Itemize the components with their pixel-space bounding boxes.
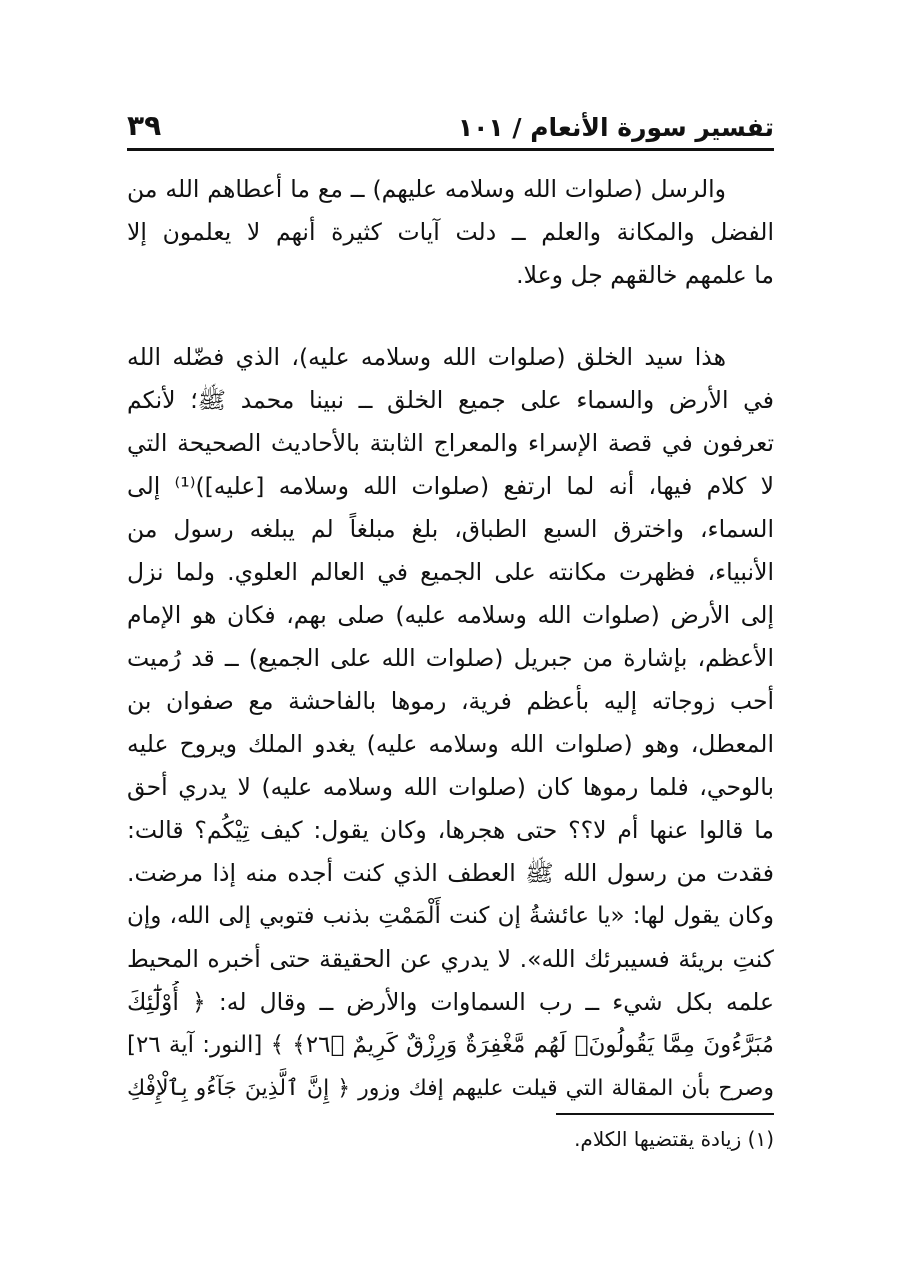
text-line: علمه بكل شيء ــ رب السماوات والأرض ــ وقال له: ﴿ أُوْلَٰٓئِكَ	[127, 988, 774, 1016]
text-line: بالوحي، فلما رموها كان (صلوات الله وسلامه عليه) لا يدري أحق	[127, 773, 774, 801]
text-line: هذا سيد الخلق (صلوات الله وسلامه عليه)، الذي فضّله الله	[127, 343, 726, 371]
paragraph-2	[127, 336, 774, 1110]
text-line: المعطل، وهو (صلوات الله وسلامه عليه) يغدو الملك ويروح عليه	[127, 730, 774, 758]
text-line: ما قالوا عنها أم لا؟؟ حتى هجرها، وكان يقول: كيف تِيْكُم؟ قالت:	[127, 816, 774, 844]
text-line: الأعظم، بإشارة من جبريل (صلوات الله على الجميع) ــ قد رُميت	[127, 644, 774, 672]
footnote-rule	[556, 1113, 774, 1115]
text-line: الأنبياء، فظهرت مكانته على الجميع في العالم العلوي. ولما نزل	[127, 558, 774, 586]
running-header	[127, 107, 774, 147]
paragraph-1	[127, 168, 774, 297]
text-line: والرسل (صلوات الله وسلامه عليهم) ــ مع ما أعطاهم الله من	[127, 175, 726, 203]
page-number: ٣٩	[127, 109, 162, 142]
text-line: وكان يقول لها: «يا عائشةُ إن كنت أَلْمَمْتِ بذنب فتوبي إلى الله، وإن	[127, 903, 774, 929]
text-line: لا كلام فيها، أنه لما ارتفع (صلوات الله وسلامه [عليه])⁽¹⁾ إلى	[127, 472, 774, 500]
quran-verse-line: مُبَرَّءُونَ مِمَّا يَقُولُونَۖ لَهُم مَّغْفِرَةٌ وَرِزْقٌ كَرِيمٌ ﴿٢٦﴾ ﴾ [النور: آية ٢٦]	[127, 1032, 774, 1058]
text-line: تعرفون في قصة الإسراء والمعراج الثابتة بالأحاديث الصحيحة التي	[127, 429, 774, 457]
text-line: الفضل والمكانة والعلم ــ دلت آيات كثيرة أنهم لا يعلمون إلا	[127, 218, 774, 246]
text-line: وصرح بأن المقالة التي قيلت عليهم إفك وزور ﴿ إِنَّ ٱلَّذِينَ جَآءُو بِٱلْإِفْكِ	[127, 1076, 774, 1101]
text-line: إلى الأرض (صلوات الله وسلامه عليه) صلى بهم، فكان هو الإمام	[127, 601, 774, 629]
text-line: في الأرض والسماء على جميع الخلق ــ نبينا محمد ﷺ؛ لأنكم	[127, 386, 774, 414]
text-line: ما علمهم خالقهم جل وعلا.	[516, 261, 774, 289]
text-line: السماء، واخترق السبع الطباق، بلغ مبلغاً لم يبلغه رسول من	[127, 515, 774, 543]
footnote: (١) زيادة يقتضيها الكلام.	[574, 1127, 774, 1151]
text-line: كنتِ بريئة فسيبرئك الله». لا يدري عن الحقيقة حتى أخبره المحيط	[127, 945, 774, 973]
header-rule	[127, 148, 774, 151]
text-line: أحب زوجاته إليه بأعظم فرية، رموها بالفاحشة مع صفوان بن	[127, 687, 774, 715]
text-line: فقدت من رسول الله ﷺ العطف الذي كنت أجده منه إذا مرضت.	[127, 859, 774, 887]
header-title: تفسير سورة الأنعام / ١٠١	[457, 113, 774, 142]
